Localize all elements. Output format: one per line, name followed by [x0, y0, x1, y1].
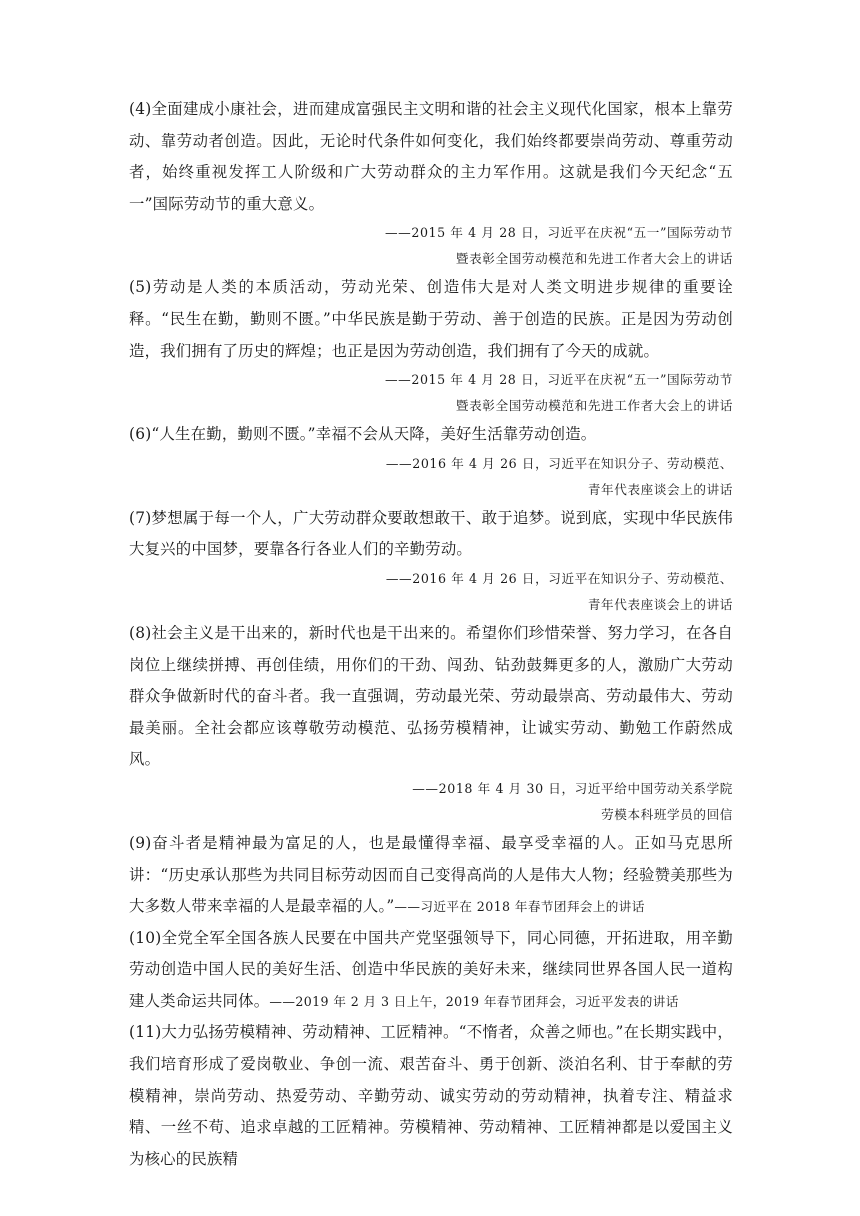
quote-text: (7)梦想属于每一个人，广大劳动群众要敢想敢干、敢于追梦。说到底，实现中华民族伟大复兴的中国梦，要靠各行各业人们的辛勤劳动。 — [129, 508, 733, 559]
quote-source-inline: ——2019 年 2 月 3 日上午，2019 年春节团拜会，习近平发表的讲话 — [269, 993, 679, 1009]
quote-item-8 — [129, 618, 733, 828]
quote-source-line-1: ——2015 年 4 月 28 日，习近平在庆祝“五一”国际劳动节 — [384, 225, 733, 241]
quote-source-inline: ——习近平在 2018 年春节团拜会上的讲话 — [394, 899, 645, 915]
quote-item-4 — [129, 94, 733, 272]
quote-text: (5)劳动是人类的本质活动，劳动光荣、创造伟大是对人类文明进步规律的重要诠释。“民生在勤，勤则不匮。”中华民族是勤于劳动、善于创造的民族。正是因为劳动创造，我们拥有了历史的辉煌；也正是因为劳动创造，我们拥有了今天的成就。 — [129, 278, 733, 360]
quote-text: (4)全面建成小康社会，进而建成富强民主文明和谐的社会主义现代化国家，根本上靠劳动、靠劳动者创造。因此，无论时代条件如何变化，我们始终都要崇尚劳动、尊重劳动者，始终重视发挥工人阶级和广大劳动群众的主力军作用。这就是我们今天纪念“五一”国际劳动节的重大意义。 — [129, 100, 733, 213]
quote-text-body: (10)全党全军全国各族人民要在中国共产党坚强领导下，同心同德，开拓进取，用辛勤劳动创造中国人民的美好生活、创造中华民族的美好未来，继续同世界各国人民一道构建人类命运共同体。 — [129, 928, 733, 1010]
quote-text: (6)“人生在勤，勤则不匮。”幸福不会从天降，美好生活靠劳动创造。 — [129, 425, 597, 444]
quote-text: (8)社会主义是干出来的，新时代也是干出来的。希望你们珍惜荣誉、努力学习，在各自岗位上继续拼搏、再创佳绩，用你们的干劲、闯劲、钻劲鼓舞更多的人，激励广大劳动群众争做新时代的奋斗者。我一直强调，劳动最光荣、劳动最崇高、劳动最伟大、劳动最美丽。全社会都应该尊敬劳动模范、弘扬劳模精神，让诚实劳动、勤勉工作蔚然成风。 — [129, 623, 733, 769]
quote-item-5 — [129, 272, 733, 419]
quote-item-7 — [129, 503, 733, 618]
quote-source-line-2: 暨表彰全国劳动模范和先进工作者大会上的讲话 — [455, 398, 733, 414]
quote-text — [129, 828, 733, 923]
quote-text — [129, 923, 733, 1018]
quote-item-6 — [129, 419, 733, 503]
quote-source-line-1: ——2016 年 4 月 26 日，习近平在知识分子、劳动模范、 — [385, 570, 733, 586]
quote-source-line-2: 劳模本科班学员的回信 — [601, 806, 733, 822]
quote-source-line-1: ——2018 年 4 月 30 日，习近平给中国劳动关系学院 — [412, 780, 733, 796]
quote-source-line-2: 青年代表座谈会上的讲话 — [587, 596, 733, 612]
quote-text: (11)大力弘扬劳模精神、劳动精神、工匠精神。“不惰者，众善之师也。”在长期实践中，我们培育形成了爱岗敬业、争创一流、艰苦奋斗、勇于创新、淡泊名利、甘于奉献的劳模精神，崇尚劳动、热爱劳动、辛勤劳动、诚实劳动的劳动精神，执着专注、精益求精、一丝不苟、追求卓越的工匠精神。劳模精神、劳动精神、工匠精神都是以爱国主义为核心的民族精 — [129, 1023, 733, 1168]
document-page — [129, 94, 733, 1175]
quote-source-line-1: ——2015 年 4 月 28 日，习近平在庆祝“五一”国际劳动节 — [384, 372, 733, 388]
quote-item-9 — [129, 828, 733, 923]
quote-item-11 — [129, 1017, 733, 1175]
quote-item-10 — [129, 923, 733, 1018]
quote-source-line-2: 青年代表座谈会上的讲话 — [587, 481, 733, 497]
quote-source-line-1: ——2016 年 4 月 26 日，习近平在知识分子、劳动模范、 — [385, 455, 733, 471]
quote-source-line-2: 暨表彰全国劳动模范和先进工作者大会上的讲话 — [455, 251, 733, 267]
quote-text-body: (9)奋斗者是精神最为富足的人，也是最懂得幸福、最享受幸福的人。正如马克思所讲：“历史承认那些为共同目标劳动因而自己变得高尚的人是伟大人物；经验赞美那些为大多数人带来幸福的人是最幸福的人。” — [129, 833, 733, 916]
